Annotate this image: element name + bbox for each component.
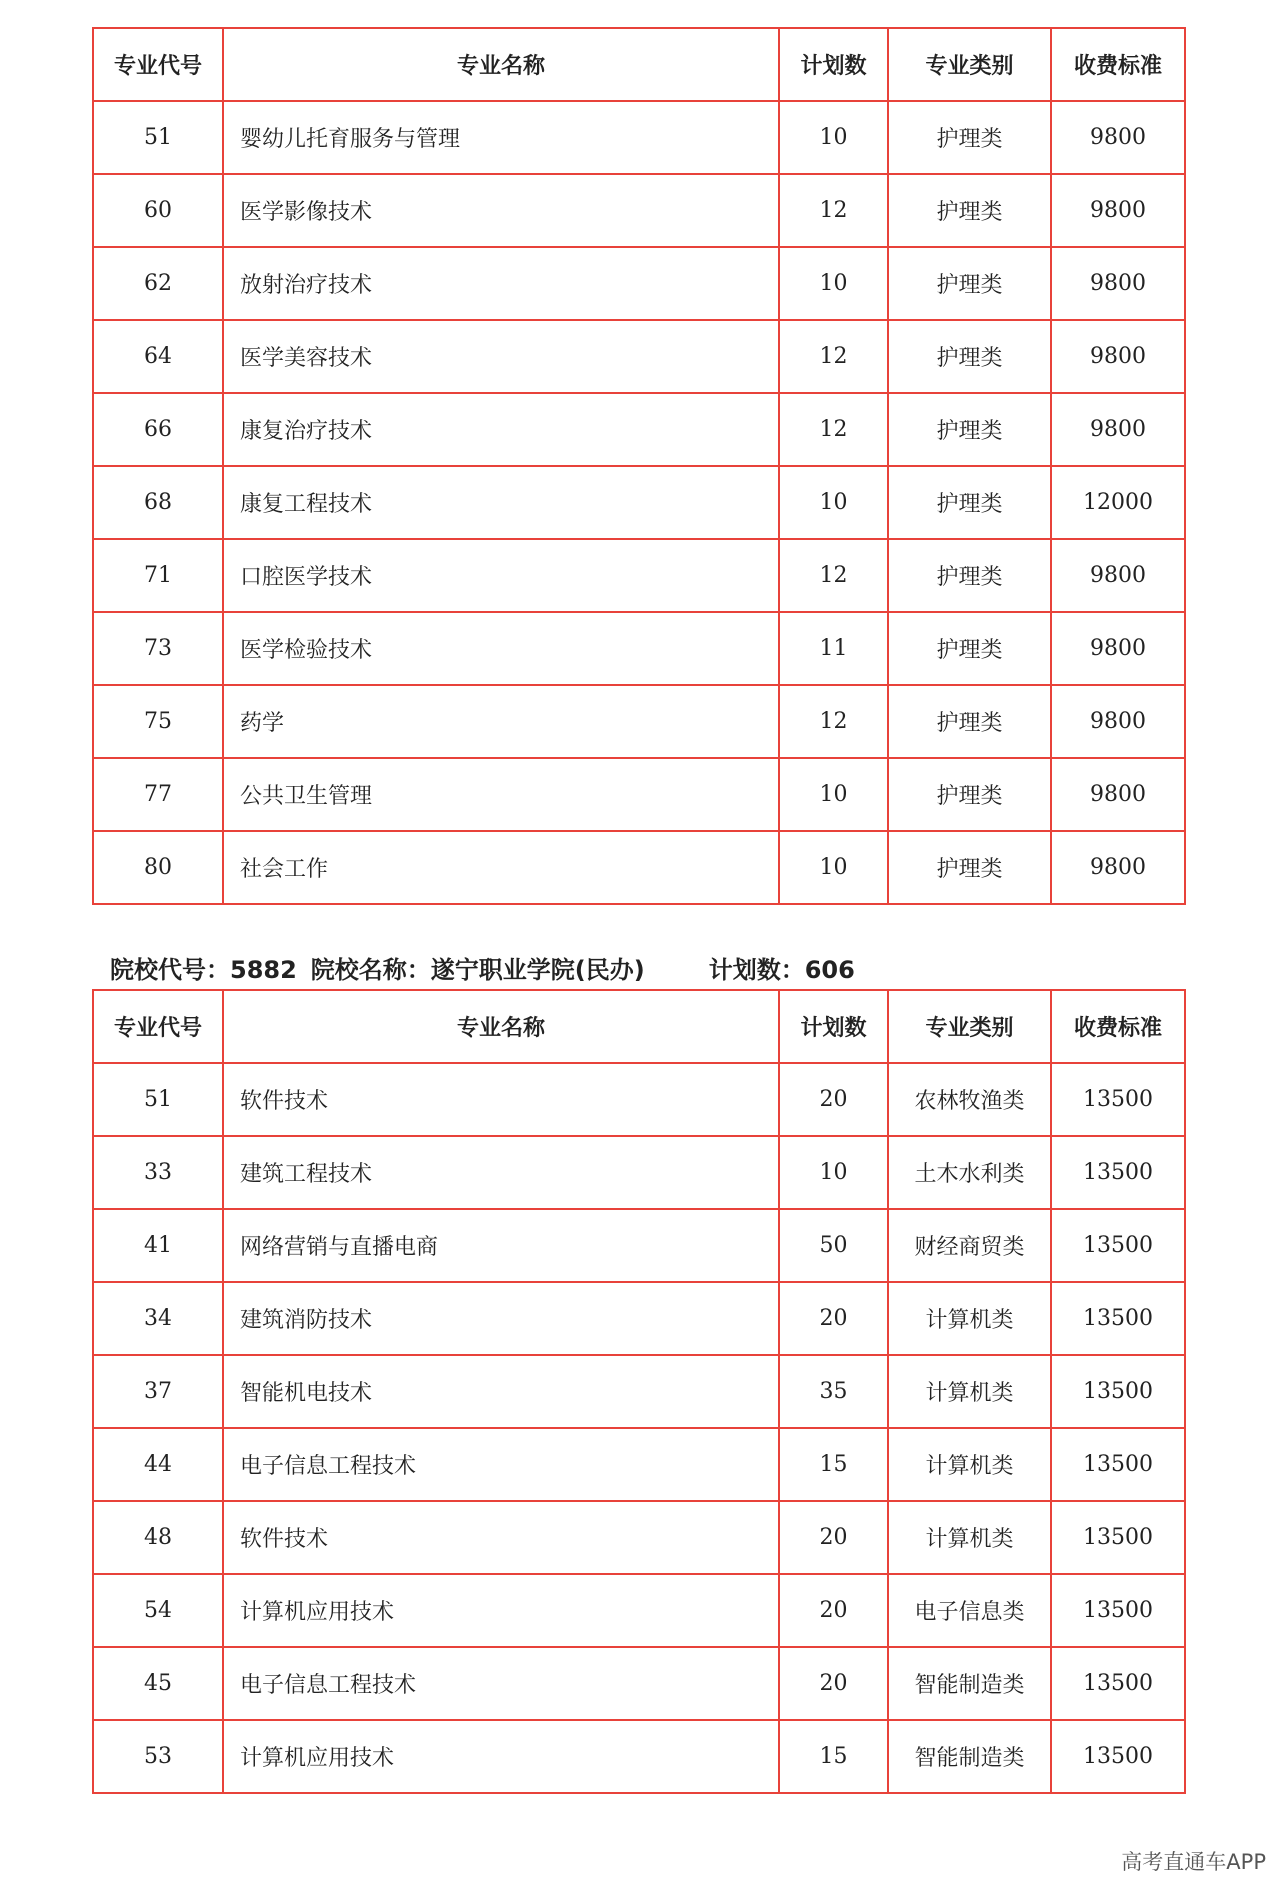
header-category: 专业类别 [888,990,1051,1063]
cell-fee: 12000 [1051,466,1185,539]
cell-plan: 12 [779,174,888,247]
cell-fee: 13500 [1051,1063,1185,1136]
table-row [93,466,1185,539]
cell-name: 计算机应用技术 [223,1720,779,1793]
cell-category: 土木水利类 [888,1136,1051,1209]
table-row [93,758,1185,831]
cell-fee: 9800 [1051,685,1185,758]
cell-category: 计算机类 [888,1282,1051,1355]
header-plan: 计划数 [779,990,888,1063]
cell-name: 软件技术 [223,1063,779,1136]
header-name: 专业名称 [223,990,779,1063]
cell-plan: 12 [779,393,888,466]
table-row [93,101,1185,174]
cell-name: 电子信息工程技术 [223,1428,779,1501]
table-row [93,1282,1185,1355]
cell-code: 73 [93,612,223,685]
cell-code: 66 [93,393,223,466]
cell-category: 护理类 [888,466,1051,539]
cell-category: 护理类 [888,174,1051,247]
cell-plan: 10 [779,758,888,831]
cell-fee: 9800 [1051,539,1185,612]
cell-code: 60 [93,174,223,247]
watermark-text: 高考直通车APP [1121,1850,1266,1874]
cell-fee: 9800 [1051,393,1185,466]
table-row [93,1574,1185,1647]
cell-plan: 15 [779,1428,888,1501]
cell-plan: 11 [779,612,888,685]
cell-plan: 15 [779,1720,888,1793]
table-row [93,1355,1185,1428]
cell-name: 公共卫生管理 [223,758,779,831]
cell-code: 51 [93,101,223,174]
cell-name: 药学 [223,685,779,758]
header-plan: 计划数 [779,28,888,101]
cell-code: 71 [93,539,223,612]
cell-fee: 9800 [1051,174,1185,247]
cell-plan: 12 [779,685,888,758]
cell-fee: 9800 [1051,247,1185,320]
cell-category: 护理类 [888,101,1051,174]
cell-code: 62 [93,247,223,320]
school-plan: 计划数：606 [708,956,855,984]
cell-code: 53 [93,1720,223,1793]
cell-code: 33 [93,1136,223,1209]
cell-name: 口腔医学技术 [223,539,779,612]
table-row [93,320,1185,393]
table-row [93,1647,1185,1720]
cell-fee: 9800 [1051,101,1185,174]
table-header-row [93,28,1185,101]
cell-name: 建筑消防技术 [223,1282,779,1355]
cell-code: 80 [93,831,223,904]
cell-category: 农林牧渔类 [888,1063,1051,1136]
table-row [93,1720,1185,1793]
cell-category: 计算机类 [888,1428,1051,1501]
cell-code: 64 [93,320,223,393]
cell-code: 54 [93,1574,223,1647]
header-category: 专业类别 [888,28,1051,101]
cell-category: 护理类 [888,685,1051,758]
header-fee: 收费标准 [1051,990,1185,1063]
cell-fee: 13500 [1051,1355,1185,1428]
cell-name: 康复治疗技术 [223,393,779,466]
cell-fee: 13500 [1051,1720,1185,1793]
cell-code: 51 [93,1063,223,1136]
cell-plan: 10 [779,831,888,904]
table-row [93,1063,1185,1136]
cell-category: 计算机类 [888,1355,1051,1428]
cell-code: 68 [93,466,223,539]
header-fee: 收费标准 [1051,28,1185,101]
cell-category: 护理类 [888,320,1051,393]
header-name: 专业名称 [223,28,779,101]
cell-name: 医学影像技术 [223,174,779,247]
cell-fee: 9800 [1051,831,1185,904]
cell-category: 财经商贸类 [888,1209,1051,1282]
cell-fee: 13500 [1051,1428,1185,1501]
cell-category: 计算机类 [888,1501,1051,1574]
cell-code: 77 [93,758,223,831]
table-row [93,247,1185,320]
cell-code: 45 [93,1647,223,1720]
cell-name: 康复工程技术 [223,466,779,539]
cell-fee: 13500 [1051,1209,1185,1282]
cell-fee: 13500 [1051,1282,1185,1355]
table-row [93,393,1185,466]
major-table-1 [92,27,1186,905]
header-code: 专业代号 [93,990,223,1063]
cell-plan: 20 [779,1501,888,1574]
cell-category: 护理类 [888,247,1051,320]
cell-category: 护理类 [888,393,1051,466]
cell-fee: 13500 [1051,1574,1185,1647]
table-row [93,685,1185,758]
cell-plan: 20 [779,1574,888,1647]
cell-category: 电子信息类 [888,1574,1051,1647]
table-row [93,1501,1185,1574]
cell-name: 软件技术 [223,1501,779,1574]
cell-code: 37 [93,1355,223,1428]
cell-name: 计算机应用技术 [223,1574,779,1647]
cell-name: 智能机电技术 [223,1355,779,1428]
cell-plan: 35 [779,1355,888,1428]
table-header-row [93,990,1185,1063]
school-code: 院校代号：5882 [110,956,297,984]
cell-category: 智能制造类 [888,1647,1051,1720]
cell-fee: 13500 [1051,1647,1185,1720]
cell-fee: 9800 [1051,612,1185,685]
cell-fee: 13500 [1051,1501,1185,1574]
cell-name: 医学美容技术 [223,320,779,393]
school-name: 院校名称：遂宁职业学院(民办) [310,956,645,984]
cell-code: 41 [93,1209,223,1282]
cell-fee: 9800 [1051,758,1185,831]
cell-plan: 10 [779,466,888,539]
cell-code: 48 [93,1501,223,1574]
major-table-2 [92,989,1186,1794]
cell-plan: 10 [779,1136,888,1209]
cell-name: 社会工作 [223,831,779,904]
cell-code: 44 [93,1428,223,1501]
cell-plan: 20 [779,1063,888,1136]
table-row [93,612,1185,685]
header-code: 专业代号 [93,28,223,101]
table-row [93,1428,1185,1501]
table-row [93,1209,1185,1282]
cell-plan: 20 [779,1647,888,1720]
cell-plan: 12 [779,539,888,612]
table-row [93,174,1185,247]
cell-plan: 10 [779,101,888,174]
cell-plan: 50 [779,1209,888,1282]
cell-name: 电子信息工程技术 [223,1647,779,1720]
cell-plan: 12 [779,320,888,393]
table-row [93,831,1185,904]
cell-code: 34 [93,1282,223,1355]
table-row [93,539,1185,612]
cell-category: 护理类 [888,758,1051,831]
cell-fee: 9800 [1051,320,1185,393]
table-row [93,1136,1185,1209]
school-info-line [110,950,855,985]
cell-category: 护理类 [888,539,1051,612]
cell-code: 75 [93,685,223,758]
cell-name: 医学检验技术 [223,612,779,685]
cell-plan: 20 [779,1282,888,1355]
cell-name: 建筑工程技术 [223,1136,779,1209]
cell-category: 护理类 [888,831,1051,904]
cell-plan: 10 [779,247,888,320]
cell-name: 婴幼儿托育服务与管理 [223,101,779,174]
cell-name: 放射治疗技术 [223,247,779,320]
cell-fee: 13500 [1051,1136,1185,1209]
cell-name: 网络营销与直播电商 [223,1209,779,1282]
cell-category: 智能制造类 [888,1720,1051,1793]
cell-category: 护理类 [888,612,1051,685]
